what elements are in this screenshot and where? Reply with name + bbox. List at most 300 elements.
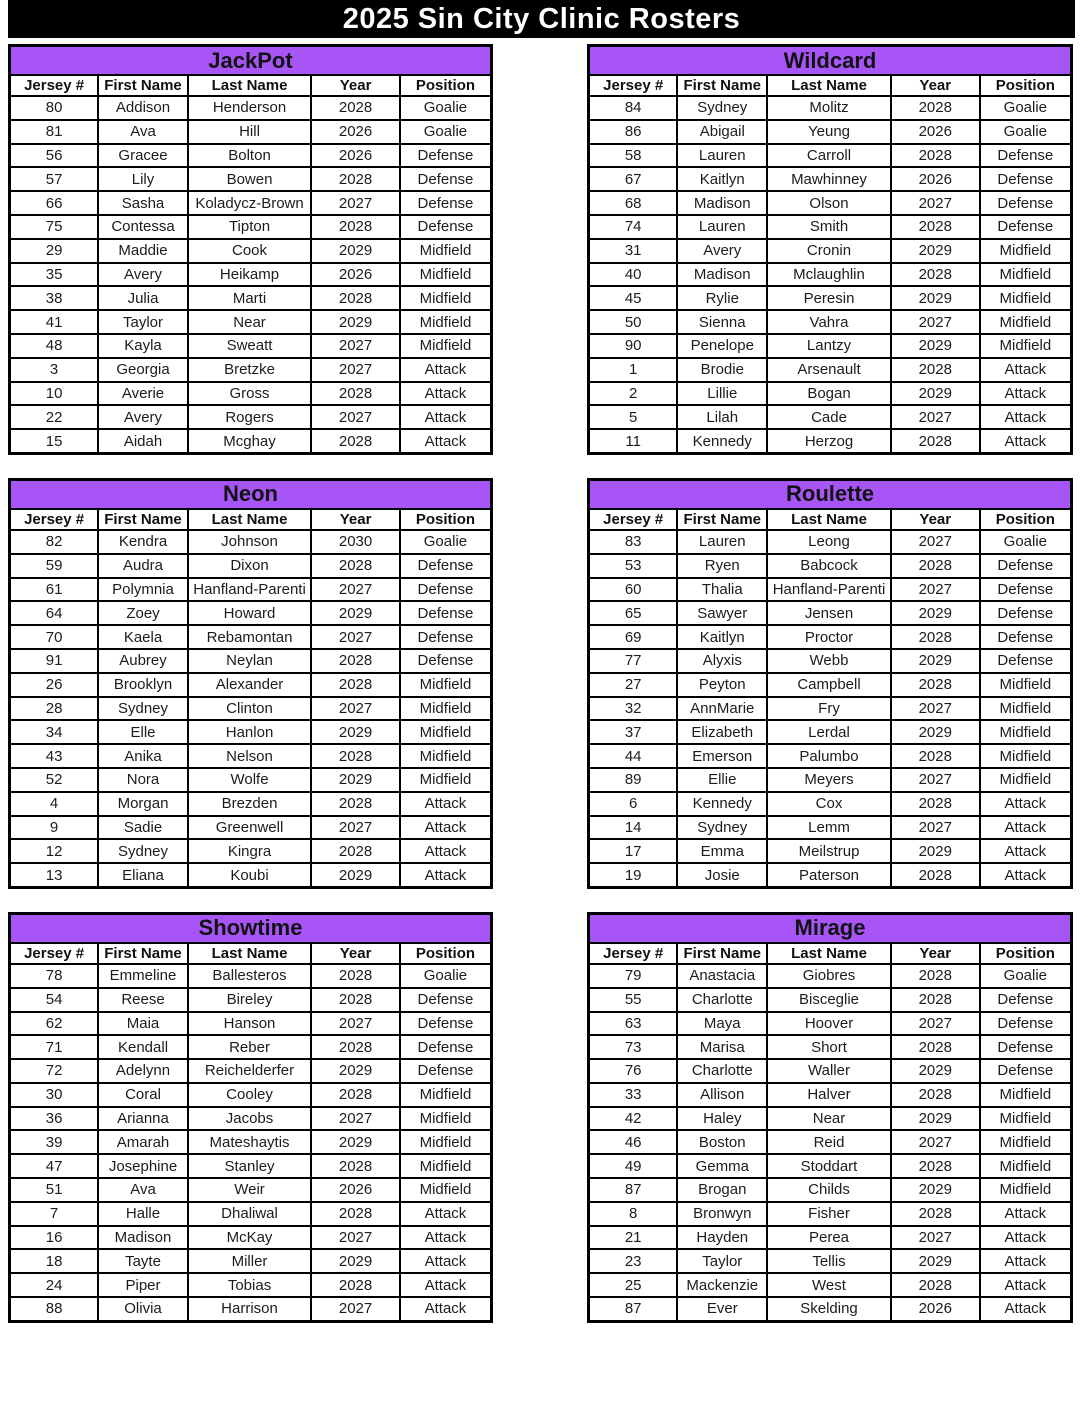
cell-last-name: Heikamp xyxy=(188,263,311,287)
cell-position: Midfield xyxy=(980,263,1072,287)
cell-jersey-number: 17 xyxy=(589,839,678,863)
column-header: Last Name xyxy=(767,943,891,964)
cell-jersey-number: 66 xyxy=(10,191,99,215)
player-row xyxy=(10,697,492,721)
cell-year: 2027 xyxy=(891,816,980,840)
cell-year: 2028 xyxy=(891,429,980,453)
cell-position: Defense xyxy=(980,554,1072,578)
cell-last-name: Cronin xyxy=(767,239,891,263)
player-row xyxy=(589,697,1072,721)
cell-year: 2028 xyxy=(311,554,400,578)
cell-position: Attack xyxy=(400,358,492,382)
cell-jersey-number: 1 xyxy=(589,358,678,382)
cell-jersey-number: 37 xyxy=(589,720,678,744)
cell-first-name: Charlotte xyxy=(677,988,767,1012)
cell-last-name: Near xyxy=(188,310,311,334)
cell-year: 2029 xyxy=(891,720,980,744)
cell-jersey-number: 15 xyxy=(10,429,99,453)
cell-last-name: Vahra xyxy=(767,310,891,334)
cell-last-name: Bisceglie xyxy=(767,988,891,1012)
cell-jersey-number: 21 xyxy=(589,1226,678,1250)
player-row xyxy=(589,1035,1072,1059)
cell-first-name: Kennedy xyxy=(677,792,767,816)
roster-body xyxy=(589,530,1072,887)
cell-last-name: Clinton xyxy=(188,697,311,721)
cell-last-name: Smith xyxy=(767,215,891,239)
column-header: First Name xyxy=(677,943,767,964)
cell-year: 2029 xyxy=(311,601,400,625)
cell-first-name: Rylie xyxy=(677,286,767,310)
cell-position: Midfield xyxy=(980,334,1072,358)
player-row xyxy=(10,964,492,988)
team-name: JackPot xyxy=(10,46,492,76)
cell-year: 2026 xyxy=(311,144,400,168)
cell-last-name: Weir xyxy=(188,1178,311,1202)
cell-first-name: Hayden xyxy=(677,1226,767,1250)
cell-year: 2028 xyxy=(311,215,400,239)
cell-jersey-number: 2 xyxy=(589,382,678,406)
cell-position: Defense xyxy=(980,215,1072,239)
cell-jersey-number: 81 xyxy=(10,120,99,144)
player-row xyxy=(10,1130,492,1154)
cell-first-name: Georgia xyxy=(98,358,188,382)
cell-jersey-number: 23 xyxy=(589,1249,678,1273)
cell-year: 2029 xyxy=(311,720,400,744)
cell-year: 2029 xyxy=(891,601,980,625)
cell-jersey-number: 70 xyxy=(10,625,99,649)
cell-year: 2027 xyxy=(311,334,400,358)
cell-first-name: Emerson xyxy=(677,744,767,768)
cell-jersey-number: 52 xyxy=(10,768,99,792)
cell-jersey-number: 4 xyxy=(10,792,99,816)
cell-last-name: Herzog xyxy=(767,429,891,453)
cell-last-name: Fisher xyxy=(767,1202,891,1226)
cell-year: 2028 xyxy=(891,554,980,578)
cell-first-name: Amarah xyxy=(98,1130,188,1154)
player-row xyxy=(10,382,492,406)
player-row xyxy=(589,263,1072,287)
cell-jersey-number: 25 xyxy=(589,1273,678,1297)
cell-first-name: Sienna xyxy=(677,310,767,334)
cell-last-name: Meilstrup xyxy=(767,839,891,863)
cell-last-name: Olson xyxy=(767,191,891,215)
cell-position: Defense xyxy=(400,601,492,625)
cell-jersey-number: 74 xyxy=(589,215,678,239)
cell-last-name: Arsenault xyxy=(767,358,891,382)
cell-last-name: Hanson xyxy=(188,1012,311,1036)
cell-position: Defense xyxy=(980,191,1072,215)
cell-position: Attack xyxy=(980,792,1072,816)
cell-jersey-number: 83 xyxy=(589,530,678,554)
cell-last-name: Dixon xyxy=(188,554,311,578)
cell-position: Midfield xyxy=(980,1107,1072,1131)
cell-jersey-number: 79 xyxy=(589,964,678,988)
cell-position: Defense xyxy=(980,601,1072,625)
cell-last-name: Tellis xyxy=(767,1249,891,1273)
cell-position: Defense xyxy=(980,167,1072,191)
cell-first-name: Charlotte xyxy=(677,1059,767,1083)
column-header-row xyxy=(589,509,1072,530)
cell-year: 2028 xyxy=(311,286,400,310)
cell-position: Goalie xyxy=(400,120,492,144)
column-header: First Name xyxy=(98,509,188,530)
cell-year: 2026 xyxy=(311,120,400,144)
cell-jersey-number: 14 xyxy=(589,816,678,840)
player-row xyxy=(10,1107,492,1131)
cell-last-name: Ballesteros xyxy=(188,964,311,988)
team-name: Wildcard xyxy=(589,46,1072,76)
cell-year: 2028 xyxy=(891,792,980,816)
column-header: Position xyxy=(980,509,1072,530)
cell-last-name: Sweatt xyxy=(188,334,311,358)
player-row xyxy=(10,144,492,168)
cell-first-name: Allison xyxy=(677,1083,767,1107)
cell-year: 2027 xyxy=(891,768,980,792)
cell-year: 2027 xyxy=(311,1226,400,1250)
cell-year: 2028 xyxy=(311,1035,400,1059)
cell-first-name: Maia xyxy=(98,1012,188,1036)
cell-position: Defense xyxy=(400,649,492,673)
cell-last-name: Proctor xyxy=(767,625,891,649)
cell-year: 2027 xyxy=(891,405,980,429)
cell-last-name: Lerdal xyxy=(767,720,891,744)
cell-last-name: Giobres xyxy=(767,964,891,988)
cell-jersey-number: 91 xyxy=(10,649,99,673)
cell-last-name: Greenwell xyxy=(188,816,311,840)
cell-position: Midfield xyxy=(400,286,492,310)
cell-year: 2028 xyxy=(891,1154,980,1178)
cell-jersey-number: 59 xyxy=(10,554,99,578)
column-header-row xyxy=(10,509,492,530)
cell-last-name: Babcock xyxy=(767,554,891,578)
cell-position: Midfield xyxy=(400,310,492,334)
cell-first-name: Sydney xyxy=(677,96,767,120)
cell-last-name: Cook xyxy=(188,239,311,263)
cell-jersey-number: 71 xyxy=(10,1035,99,1059)
cell-jersey-number: 36 xyxy=(10,1107,99,1131)
cell-year: 2029 xyxy=(891,382,980,406)
cell-year: 2028 xyxy=(311,382,400,406)
cell-jersey-number: 18 xyxy=(10,1249,99,1273)
cell-first-name: Sydney xyxy=(98,839,188,863)
cell-first-name: Gracee xyxy=(98,144,188,168)
cell-last-name: Koubi xyxy=(188,863,311,887)
player-row xyxy=(589,334,1072,358)
cell-year: 2027 xyxy=(891,1012,980,1036)
cell-jersey-number: 80 xyxy=(10,96,99,120)
cell-first-name: Adelynn xyxy=(98,1059,188,1083)
cell-first-name: Polymnia xyxy=(98,578,188,602)
player-row xyxy=(589,530,1072,554)
player-row xyxy=(589,1107,1072,1131)
cell-position: Goalie xyxy=(980,120,1072,144)
cell-first-name: Alyxis xyxy=(677,649,767,673)
cell-jersey-number: 54 xyxy=(10,988,99,1012)
cell-first-name: Kaitlyn xyxy=(677,625,767,649)
cell-position: Midfield xyxy=(400,768,492,792)
cell-position: Midfield xyxy=(980,697,1072,721)
player-row xyxy=(10,554,492,578)
cell-last-name: Reichelderfer xyxy=(188,1059,311,1083)
cell-last-name: Hanfland-Parenti xyxy=(767,578,891,602)
column-header: Jersey # xyxy=(10,75,99,96)
cell-position: Defense xyxy=(400,554,492,578)
cell-first-name: Anika xyxy=(98,744,188,768)
cell-first-name: Marisa xyxy=(677,1035,767,1059)
cell-year: 2028 xyxy=(891,625,980,649)
cell-jersey-number: 76 xyxy=(589,1059,678,1083)
cell-position: Defense xyxy=(980,1059,1072,1083)
cell-year: 2030 xyxy=(311,530,400,554)
roster-body xyxy=(589,964,1072,1321)
cell-position: Midfield xyxy=(980,1178,1072,1202)
player-row xyxy=(10,96,492,120)
cell-first-name: Tayte xyxy=(98,1249,188,1273)
cell-position: Defense xyxy=(400,578,492,602)
cell-year: 2028 xyxy=(891,988,980,1012)
cell-jersey-number: 34 xyxy=(10,720,99,744)
cell-last-name: Mclaughlin xyxy=(767,263,891,287)
cell-last-name: Neylan xyxy=(188,649,311,673)
cell-last-name: Brezden xyxy=(188,792,311,816)
player-row xyxy=(589,649,1072,673)
cell-last-name: Carroll xyxy=(767,144,891,168)
cell-jersey-number: 40 xyxy=(589,263,678,287)
cell-jersey-number: 12 xyxy=(10,839,99,863)
column-header: Last Name xyxy=(188,943,311,964)
cell-first-name: Kendall xyxy=(98,1035,188,1059)
cell-position: Defense xyxy=(400,215,492,239)
cell-position: Goalie xyxy=(980,530,1072,554)
cell-first-name: Morgan xyxy=(98,792,188,816)
cell-year: 2029 xyxy=(891,839,980,863)
cell-last-name: Leong xyxy=(767,530,891,554)
column-header: Year xyxy=(311,943,400,964)
player-row xyxy=(10,1154,492,1178)
cell-first-name: Aidah xyxy=(98,429,188,453)
cell-position: Attack xyxy=(400,1202,492,1226)
cell-first-name: Josie xyxy=(677,863,767,887)
cell-position: Midfield xyxy=(980,1154,1072,1178)
cell-year: 2028 xyxy=(891,1083,980,1107)
player-row xyxy=(589,120,1072,144)
player-row xyxy=(10,578,492,602)
cell-year: 2029 xyxy=(891,1178,980,1202)
column-header: Jersey # xyxy=(589,75,678,96)
player-row xyxy=(10,744,492,768)
player-row xyxy=(10,334,492,358)
cell-first-name: Sawyer xyxy=(677,601,767,625)
cell-year: 2029 xyxy=(891,1059,980,1083)
cell-year: 2027 xyxy=(311,358,400,382)
column-header: First Name xyxy=(677,509,767,530)
cell-jersey-number: 62 xyxy=(10,1012,99,1036)
cell-jersey-number: 49 xyxy=(589,1154,678,1178)
cell-last-name: Mcghay xyxy=(188,429,311,453)
cell-jersey-number: 87 xyxy=(589,1178,678,1202)
cell-jersey-number: 39 xyxy=(10,1130,99,1154)
cell-first-name: Piper xyxy=(98,1273,188,1297)
cell-last-name: Bretzke xyxy=(188,358,311,382)
cell-jersey-number: 88 xyxy=(10,1297,99,1321)
column-header: Jersey # xyxy=(10,509,99,530)
cell-position: Defense xyxy=(400,988,492,1012)
cell-first-name: Averie xyxy=(98,382,188,406)
cell-last-name: Cooley xyxy=(188,1083,311,1107)
cell-first-name: Nora xyxy=(98,768,188,792)
cell-year: 2027 xyxy=(311,697,400,721)
cell-first-name: Madison xyxy=(677,191,767,215)
cell-position: Defense xyxy=(400,1012,492,1036)
cell-first-name: Ryen xyxy=(677,554,767,578)
cell-jersey-number: 41 xyxy=(10,310,99,334)
cell-position: Midfield xyxy=(400,1130,492,1154)
cell-position: Goalie xyxy=(400,530,492,554)
cell-year: 2029 xyxy=(891,286,980,310)
player-row xyxy=(10,1035,492,1059)
cell-last-name: Wolfe xyxy=(188,768,311,792)
player-row xyxy=(589,720,1072,744)
cell-first-name: Maya xyxy=(677,1012,767,1036)
player-row xyxy=(589,1083,1072,1107)
player-row xyxy=(589,239,1072,263)
cell-year: 2028 xyxy=(891,1273,980,1297)
cell-position: Midfield xyxy=(980,720,1072,744)
cell-position: Defense xyxy=(980,144,1072,168)
player-row xyxy=(10,263,492,287)
player-row xyxy=(10,120,492,144)
cell-jersey-number: 86 xyxy=(589,120,678,144)
cell-year: 2027 xyxy=(891,1226,980,1250)
player-row xyxy=(10,1226,492,1250)
cell-jersey-number: 58 xyxy=(589,144,678,168)
cell-jersey-number: 57 xyxy=(10,167,99,191)
cell-jersey-number: 51 xyxy=(10,1178,99,1202)
cell-first-name: Elle xyxy=(98,720,188,744)
cell-jersey-number: 46 xyxy=(589,1130,678,1154)
team-table-neon xyxy=(8,478,493,889)
cell-year: 2026 xyxy=(311,1178,400,1202)
player-row xyxy=(589,286,1072,310)
cell-first-name: AnnMarie xyxy=(677,697,767,721)
player-row xyxy=(589,625,1072,649)
cell-first-name: Maddie xyxy=(98,239,188,263)
cell-position: Defense xyxy=(980,649,1072,673)
cell-year: 2028 xyxy=(891,673,980,697)
cell-position: Defense xyxy=(980,988,1072,1012)
cell-year: 2029 xyxy=(891,334,980,358)
cell-last-name: Jacobs xyxy=(188,1107,311,1131)
cell-first-name: Brodie xyxy=(677,358,767,382)
team-name: Roulette xyxy=(589,479,1072,509)
cell-last-name: Reber xyxy=(188,1035,311,1059)
cell-last-name: West xyxy=(767,1273,891,1297)
cell-position: Attack xyxy=(400,1273,492,1297)
player-row xyxy=(10,1202,492,1226)
cell-position: Attack xyxy=(400,1226,492,1250)
cell-year: 2027 xyxy=(311,405,400,429)
cell-first-name: Arianna xyxy=(98,1107,188,1131)
roster-body xyxy=(10,964,492,1321)
cell-jersey-number: 16 xyxy=(10,1226,99,1250)
cell-jersey-number: 61 xyxy=(10,578,99,602)
team-table-mirage xyxy=(587,912,1073,1323)
cell-first-name: Julia xyxy=(98,286,188,310)
cell-last-name: Mawhinney xyxy=(767,167,891,191)
player-row xyxy=(589,1154,1072,1178)
cell-last-name: Lantzy xyxy=(767,334,891,358)
player-row xyxy=(589,1178,1072,1202)
cell-first-name: Sydney xyxy=(98,697,188,721)
cell-position: Defense xyxy=(400,167,492,191)
cell-jersey-number: 78 xyxy=(10,964,99,988)
cell-first-name: Gemma xyxy=(677,1154,767,1178)
cell-position: Attack xyxy=(400,429,492,453)
cell-year: 2029 xyxy=(311,863,400,887)
cell-position: Attack xyxy=(980,1249,1072,1273)
cell-last-name: Stanley xyxy=(188,1154,311,1178)
cell-jersey-number: 53 xyxy=(589,554,678,578)
cell-first-name: Contessa xyxy=(98,215,188,239)
player-row xyxy=(10,286,492,310)
cell-last-name: Cade xyxy=(767,405,891,429)
cell-position: Midfield xyxy=(400,1178,492,1202)
cell-last-name: Mateshaytis xyxy=(188,1130,311,1154)
player-row xyxy=(10,1273,492,1297)
cell-last-name: Marti xyxy=(188,286,311,310)
cell-year: 2028 xyxy=(311,1273,400,1297)
column-header: Jersey # xyxy=(589,943,678,964)
cell-year: 2029 xyxy=(891,1249,980,1273)
cell-first-name: Ava xyxy=(98,120,188,144)
cell-last-name: Howard xyxy=(188,601,311,625)
cell-year: 2028 xyxy=(311,167,400,191)
player-row xyxy=(10,988,492,1012)
cell-year: 2029 xyxy=(311,768,400,792)
player-row xyxy=(589,673,1072,697)
cell-first-name: Lillie xyxy=(677,382,767,406)
player-row xyxy=(589,1249,1072,1273)
cell-last-name: Waller xyxy=(767,1059,891,1083)
cell-jersey-number: 9 xyxy=(10,816,99,840)
cell-jersey-number: 84 xyxy=(589,96,678,120)
cell-position: Defense xyxy=(400,1059,492,1083)
cell-first-name: Lauren xyxy=(677,144,767,168)
player-row xyxy=(589,839,1072,863)
cell-year: 2028 xyxy=(311,988,400,1012)
cell-year: 2027 xyxy=(891,697,980,721)
cell-year: 2028 xyxy=(891,964,980,988)
cell-last-name: Bireley xyxy=(188,988,311,1012)
cell-position: Midfield xyxy=(980,286,1072,310)
cell-first-name: Anastacia xyxy=(677,964,767,988)
team-table-showtime xyxy=(8,912,493,1323)
cell-year: 2027 xyxy=(311,625,400,649)
tables-grid xyxy=(8,44,1073,1323)
column-header: Position xyxy=(980,943,1072,964)
player-row xyxy=(589,167,1072,191)
column-header: Position xyxy=(400,509,492,530)
cell-first-name: Avery xyxy=(98,263,188,287)
cell-first-name: Thalia xyxy=(677,578,767,602)
cell-year: 2028 xyxy=(891,1035,980,1059)
cell-year: 2028 xyxy=(311,673,400,697)
cell-last-name: Perea xyxy=(767,1226,891,1250)
cell-last-name: Stoddart xyxy=(767,1154,891,1178)
cell-year: 2028 xyxy=(891,96,980,120)
cell-year: 2027 xyxy=(891,530,980,554)
cell-jersey-number: 87 xyxy=(589,1297,678,1321)
